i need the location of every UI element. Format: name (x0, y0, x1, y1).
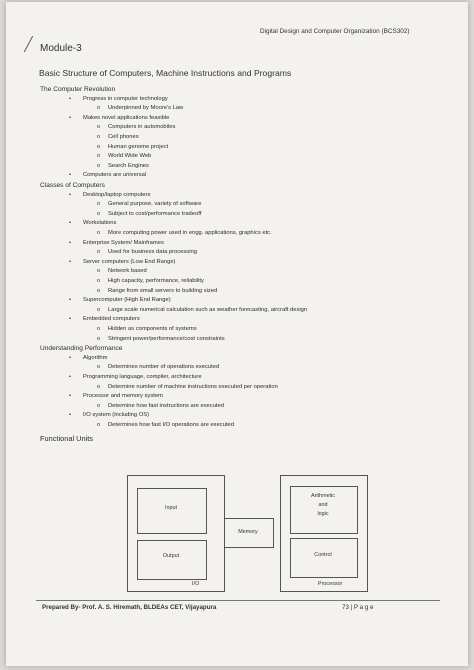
sub-bullet-item: o Large scale numerical calculation such as weather forecasting, aircraft design (108, 307, 307, 313)
output-label: Output (162, 553, 180, 559)
sub-bullet-item: o Subject to cost/performance tradeoff (108, 211, 201, 217)
bullet-item: • Computers are universal (83, 172, 146, 178)
bullet-item: • Processor and memory system (83, 393, 163, 399)
section-heading: The Computer Revolution (40, 86, 116, 93)
bullet-item: • Algorithm (83, 355, 107, 361)
section-heading: Classes of Computers (40, 182, 105, 189)
sub-bullet-item: o Used for business data processing (108, 249, 197, 255)
memory-label: Memory (238, 529, 258, 535)
footer-divider (36, 600, 440, 601)
processor-label: Processor (318, 581, 343, 587)
sub-bullet-item: o Stringent power/performance/cost constraints (108, 336, 225, 342)
sub-bullet-item: o Range from small servers to building sized (108, 288, 217, 294)
alu-label-1: Arithmetic (311, 493, 335, 499)
sub-bullet-item: o Cell phones (108, 134, 139, 140)
chapter-title: Basic Structure of Computers, Machine Instructions and Programs (39, 68, 292, 78)
alu-label-3: logic (317, 511, 329, 517)
page-number: 73 | P a g e (342, 604, 374, 611)
pen-mark (24, 36, 33, 52)
bullet-item: • Enterprise System/ Mainframes (83, 240, 164, 246)
alu-label-2: and (318, 502, 328, 508)
sub-bullet-item: o Determines how fast I/O operations are executed (108, 422, 234, 428)
bullet-item: • I/O system (including OS) (83, 412, 149, 418)
sub-bullet-item: o Network based (108, 268, 147, 274)
control-box (290, 538, 358, 578)
sub-bullet-item: o Search Engines (108, 163, 149, 169)
sub-bullet-item: o Human genome project (108, 144, 168, 150)
input-label: Input (165, 505, 177, 511)
input-box (137, 488, 207, 534)
output-box (137, 540, 207, 580)
sub-bullet-item: o More computing power used in engg. applications, graphics etc. (108, 230, 272, 236)
bullet-item: • Desktop/laptop computers (83, 192, 150, 198)
control-label: Control (314, 552, 332, 558)
bullet-item: • Workstations (83, 220, 116, 226)
sub-bullet-item: o High capacity, performance, reliability (108, 278, 204, 284)
bullet-item: • Progress in computer technology (83, 96, 168, 102)
document-page (6, 2, 468, 666)
bullet-item: • Makes novel applications feasible (83, 115, 169, 121)
sub-bullet-item: o Underpinned by Moore's Law (108, 105, 183, 111)
sub-bullet-item: o Computers in automobiles (108, 124, 175, 130)
bullet-item: • Embedded computers (83, 316, 140, 322)
section-heading: Functional Units (40, 433, 93, 443)
io-label: I/O (192, 581, 200, 587)
sub-bullet-item: o Hidden as components of systems (108, 326, 197, 332)
course-header: Digital Design and Computer Organization (BCS302) (260, 28, 410, 35)
sub-bullet-item: o General purpose, variety of software (108, 201, 201, 207)
bullet-item: • Supercomputer (High End Range) (83, 297, 171, 303)
sub-bullet-item: o Determines number of operations executed (108, 364, 219, 370)
section-heading: Understanding Performance (40, 345, 123, 353)
sub-bullet-item: o Determine how fast instructions are executed (108, 403, 224, 409)
sub-bullet-item: o World Wide Web (108, 153, 151, 159)
sub-bullet-item: o Determine number of machine instructions executed per operation (108, 384, 278, 390)
footer-author: Prepared By- Prof. A. S. Hiremath, BLDEAs CET, Vijayapura (42, 604, 217, 611)
module-title: Module-3 (40, 43, 82, 54)
bullet-item: • Programming language, compiler, architecture (83, 374, 202, 380)
bullet-item: • Server computers (Low End Range) (83, 259, 175, 265)
